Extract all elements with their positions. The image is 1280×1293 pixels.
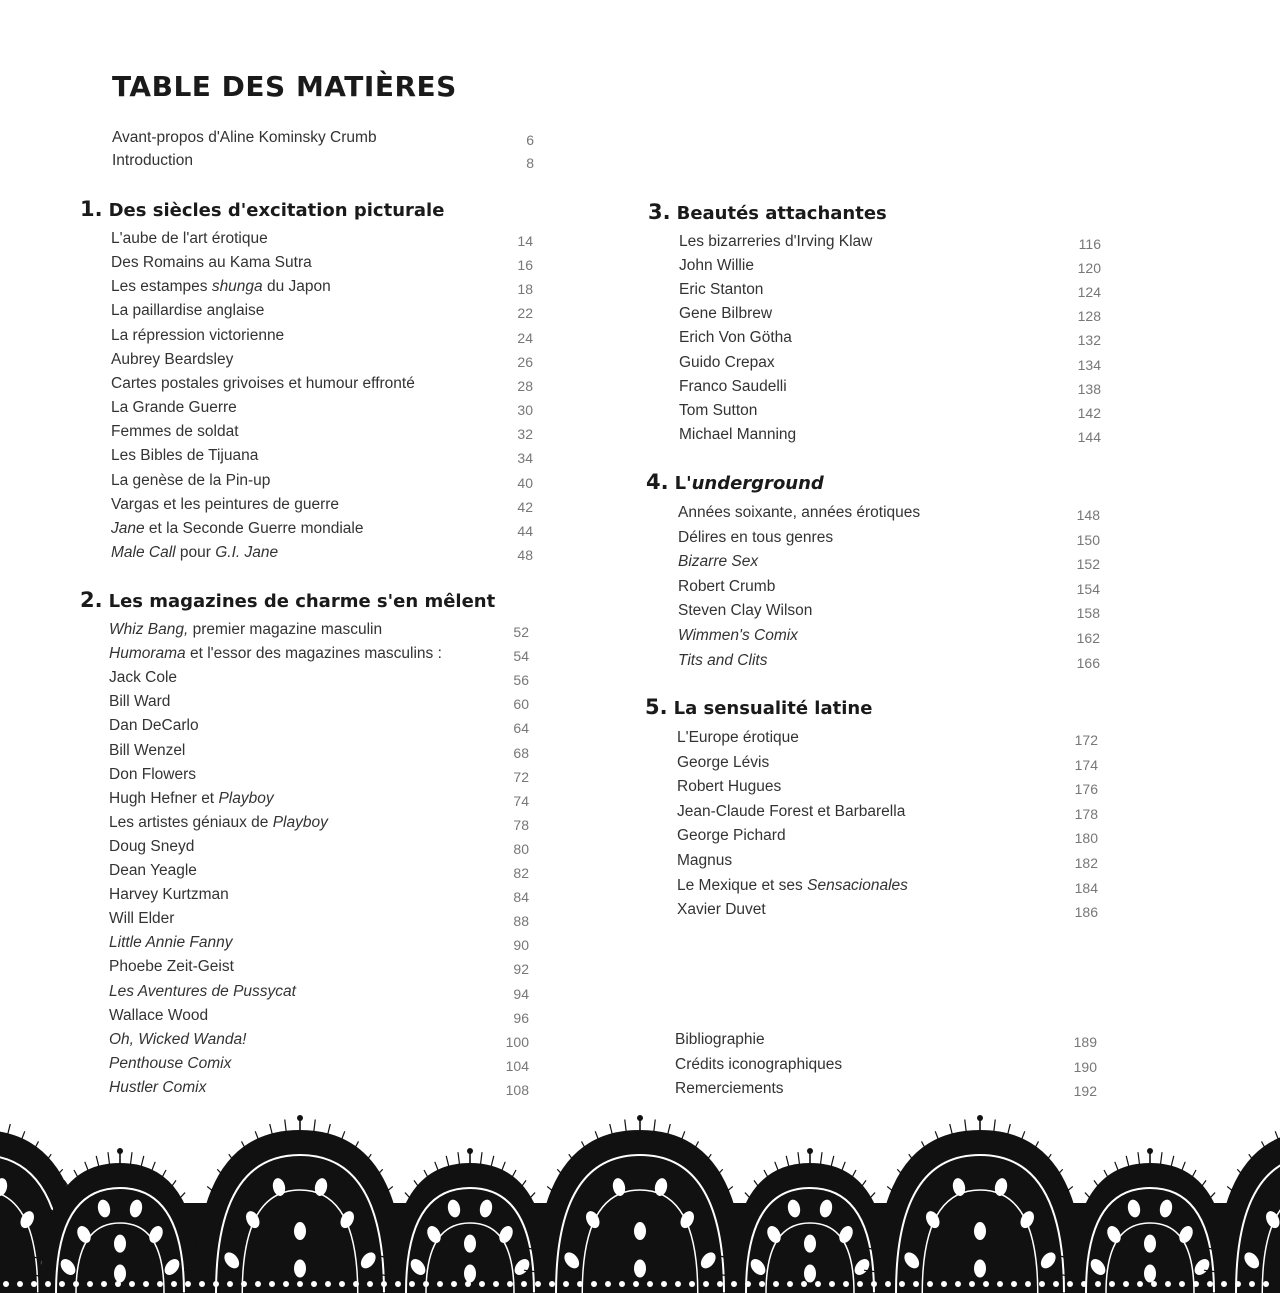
page-number: 68 <box>513 744 529 761</box>
toc-entry[interactable] <box>111 420 533 444</box>
section-number: 3. <box>648 200 671 224</box>
entry-title <box>679 254 754 278</box>
page-number: 128 <box>1077 308 1101 325</box>
entry-title <box>679 326 792 350</box>
section-title: Des siècles d'excitation picturale <box>108 200 445 221</box>
entry-title-text: Doug Sneyd <box>109 837 195 855</box>
entry-title <box>109 1052 231 1076</box>
section-number: 2. <box>80 588 103 612</box>
page-number: 82 <box>513 865 529 881</box>
toc-entry[interactable] <box>111 372 533 396</box>
entry-title <box>678 501 920 525</box>
entry-title-text: Les Bibles de Tijuana <box>111 447 259 465</box>
toc-entry[interactable] <box>109 787 529 811</box>
toc-entry[interactable] <box>109 666 529 690</box>
page-number: 189 <box>1073 1034 1097 1050</box>
page-number: 22 <box>517 305 533 322</box>
toc-entry[interactable] <box>109 1004 529 1028</box>
page-number: 92 <box>513 961 529 978</box>
entry-title-italic: Playboy <box>272 813 328 831</box>
entry-title <box>679 302 772 326</box>
section-number: 4. <box>646 470 669 494</box>
entry-title <box>111 275 331 299</box>
entry-title <box>111 444 258 468</box>
entry-title-italic: Penthouse Comix <box>109 1054 232 1072</box>
entry-title <box>109 666 177 690</box>
entry-title <box>677 849 732 873</box>
toc-entry[interactable] <box>679 399 1101 423</box>
entry-title-text: Femmes de soldat <box>111 423 239 441</box>
entry-title-text: Jack Cole <box>109 669 178 687</box>
toc-entry[interactable] <box>109 883 529 907</box>
entry-title <box>109 739 185 763</box>
entry-title <box>109 1004 208 1028</box>
entry-title <box>111 372 415 396</box>
page-number: 14 <box>517 233 533 249</box>
entry-title <box>111 299 264 323</box>
section-heading[interactable] <box>645 692 872 722</box>
entry-title <box>109 714 199 738</box>
toc-entry[interactable] <box>109 907 529 931</box>
page-number: 72 <box>513 768 529 785</box>
entry-title-text: George Lévis <box>677 753 770 771</box>
toc-entry[interactable] <box>679 254 1101 278</box>
toc-entry[interactable] <box>678 649 1100 673</box>
toc-entry[interactable] <box>679 326 1101 350</box>
page-number: 182 <box>1074 855 1098 871</box>
section-heading[interactable] <box>80 194 444 224</box>
entry-title: Crédits iconographiques <box>675 1055 843 1073</box>
entry-title-text: Cartes postales grivoises et humour effronté <box>111 374 415 392</box>
back-matter-item[interactable] <box>675 1077 1097 1101</box>
page-title: TABLE DES MATIÈRES <box>112 70 457 103</box>
toc-entry[interactable] <box>679 351 1101 375</box>
page-number: 116 <box>1078 236 1101 252</box>
toc-entry[interactable] <box>111 299 533 323</box>
page-number: 88 <box>513 913 529 930</box>
entry-title-text: Magnus <box>677 852 733 869</box>
entry-title-text: Steven Clay Wilson <box>678 602 813 620</box>
toc-entry[interactable] <box>109 811 529 835</box>
front-matter-item[interactable] <box>112 126 534 150</box>
entry-title <box>111 541 278 565</box>
entry-title <box>679 399 757 423</box>
entry-title <box>109 1028 246 1052</box>
entry-title-text: Franco Saudelli <box>679 377 787 395</box>
entry-title-text: et la Seconde Guerre mondiale <box>144 519 364 537</box>
page-number: 150 <box>1076 531 1100 548</box>
entry-title-text: Les bizarreries d'Irving Klaw <box>679 233 873 250</box>
page-number: 166 <box>1076 654 1100 671</box>
back-matter-item[interactable] <box>675 1053 1097 1077</box>
page-number: 94 <box>513 985 529 1002</box>
toc-entry[interactable] <box>111 324 533 348</box>
toc-entry[interactable] <box>109 618 529 642</box>
toc-entry[interactable] <box>109 835 529 859</box>
page-number: 42 <box>517 498 533 515</box>
page-number: 80 <box>513 840 529 857</box>
section-title: Les magazines de charme s'en mêlent <box>108 591 496 612</box>
entry-title <box>678 599 812 623</box>
page-number: 144 <box>1077 428 1101 445</box>
entry-title-italic: G.I. Jane <box>215 543 279 561</box>
entry-title-text: Will Elder <box>109 910 175 928</box>
entry-title <box>109 955 234 979</box>
entry-title-text: Les estampes <box>111 278 212 296</box>
page-number: 52 <box>513 624 529 640</box>
page-number: 28 <box>517 377 533 394</box>
entry-title <box>677 751 769 775</box>
toc-entry[interactable] <box>679 423 1101 447</box>
entry-title: Introduction <box>112 152 193 169</box>
entry-title-text: Le Mexique et ses <box>677 876 808 894</box>
toc-entry[interactable] <box>679 278 1101 302</box>
toc-entry[interactable] <box>679 230 1101 254</box>
entry-title-text: Harvey Kurtzman <box>109 886 229 904</box>
entry-title <box>111 251 312 275</box>
page-number: 6 <box>526 132 534 148</box>
section-title: La sensualité latine <box>673 698 873 719</box>
page-number: 124 <box>1077 284 1101 301</box>
entry-title <box>677 775 781 799</box>
entry-title <box>679 278 763 302</box>
toc-entry[interactable] <box>677 898 1098 922</box>
entry-title-text: Des Romains au Kama Sutra <box>111 254 312 272</box>
toc-entry[interactable] <box>109 1076 529 1100</box>
page-number: 90 <box>513 937 529 954</box>
entry-title-italic: Wimmen's Comix <box>678 627 798 644</box>
back-matter-item[interactable] <box>675 1028 1097 1052</box>
page-number: 172 <box>1074 732 1098 748</box>
page-number: 54 <box>513 648 529 665</box>
entry-title-italic: Tits and Clits <box>678 651 768 669</box>
toc-entry[interactable] <box>111 444 533 468</box>
entry-title-text: Années soixante, années érotiques <box>678 504 921 521</box>
toc-entry[interactable] <box>109 1028 529 1052</box>
entry-title-text: Guido Crepax <box>679 353 775 371</box>
entry-title <box>109 859 197 883</box>
toc-entry[interactable] <box>677 800 1098 824</box>
entry-title-italic: Hustler Comix <box>109 1078 207 1096</box>
entry-title-text: Bill Ward <box>109 693 171 711</box>
entry-title-italic: Oh, Wicked Wanda! <box>109 1030 247 1048</box>
toc-entry[interactable] <box>677 849 1098 873</box>
page-number: 100 <box>505 1033 529 1050</box>
page-number: 176 <box>1074 781 1098 798</box>
entry-title <box>109 690 170 714</box>
toc-entry[interactable] <box>111 396 533 420</box>
entry-title <box>109 642 442 666</box>
entry-title-text: L'Europe érotique <box>677 729 799 746</box>
toc-entry[interactable] <box>109 763 529 787</box>
entry-title <box>111 227 268 251</box>
entry-title-italic: Humorama <box>109 645 186 663</box>
entry-title <box>677 898 766 922</box>
entry-title <box>111 493 339 517</box>
entry-title <box>111 420 239 444</box>
entry-title-text: Délires en tous genres <box>678 528 834 546</box>
entry-title-text: du Japon <box>262 278 331 296</box>
entry-title-text: Phoebe Zeit-Geist <box>109 958 234 976</box>
entry-title: Avant-propos d'Aline Kominsky Crumb <box>112 129 377 146</box>
page-number: 148 <box>1076 507 1100 523</box>
entry-title <box>677 726 799 750</box>
toc-entry[interactable] <box>678 624 1100 648</box>
page-number: 64 <box>513 720 529 737</box>
page-number: 192 <box>1073 1083 1097 1099</box>
toc-entry[interactable] <box>109 1052 529 1076</box>
entry-title <box>678 575 775 599</box>
section-number: 1. <box>80 197 103 221</box>
entry-title <box>109 931 233 955</box>
entry-title-text: La paillardise anglaise <box>111 302 265 320</box>
toc-entry[interactable] <box>677 751 1098 775</box>
entry-title-italic: Les Aventures de Pussycat <box>109 982 296 1000</box>
toc-entry[interactable] <box>111 517 533 541</box>
page-number: 158 <box>1076 605 1100 622</box>
page-number: 48 <box>517 546 533 563</box>
toc-entry[interactable] <box>678 599 1100 623</box>
page-number: 16 <box>517 257 533 274</box>
toc-entry[interactable] <box>677 775 1098 799</box>
toc-entry[interactable] <box>111 251 533 275</box>
entry-title-italic: Playboy <box>218 789 274 807</box>
entry-title-text: Robert Hugues <box>677 778 782 796</box>
page-number: 18 <box>517 281 533 298</box>
entry-title-text: Aubrey Beardsley <box>111 350 234 368</box>
section-title-italic: underground <box>691 473 824 494</box>
entry-title <box>679 423 796 447</box>
page-number: 30 <box>517 402 533 419</box>
toc-entry[interactable] <box>111 469 533 493</box>
entry-title <box>109 618 382 642</box>
entry-title <box>678 624 798 648</box>
entry-title <box>111 517 363 541</box>
page-number: 34 <box>517 450 533 467</box>
page-number: 178 <box>1074 805 1098 822</box>
page-number: 40 <box>517 474 533 491</box>
page-number: 162 <box>1076 630 1100 646</box>
entry-title-italic: Male Call <box>111 543 176 561</box>
page-number: 138 <box>1077 380 1101 397</box>
entry-title-text: La Grande Guerre <box>111 399 237 417</box>
entry-title-text: premier magazine masculin <box>188 621 383 638</box>
page-number: 60 <box>513 696 529 713</box>
entry-title <box>679 351 775 375</box>
page-number: 56 <box>513 672 529 689</box>
page-number: 26 <box>517 353 533 370</box>
entry-title-text: Vargas et les peintures de guerre <box>111 495 340 513</box>
toc-entry[interactable] <box>679 375 1101 399</box>
entry-title-text: Dean Yeagle <box>109 862 197 879</box>
toc-entry[interactable] <box>109 980 529 1004</box>
entry-title-text: Jean-Claude Forest et Barbarella <box>677 802 906 820</box>
entry-title-text: Dan DeCarlo <box>109 717 199 735</box>
page-number: 190 <box>1073 1058 1097 1075</box>
entry-title-italic: Little Annie Fanny <box>109 934 233 952</box>
toc-entry[interactable] <box>678 550 1100 574</box>
entry-title-text: Les artistes géniaux de <box>109 813 273 831</box>
entry-title-italic: Bizarre Sex <box>678 553 759 571</box>
toc-entry[interactable] <box>677 874 1098 898</box>
page-number: 134 <box>1077 356 1101 373</box>
page-number: 84 <box>513 889 529 906</box>
toc-entry[interactable] <box>111 541 533 565</box>
entry-title-text: Eric Stanton <box>679 281 764 299</box>
entry-title <box>678 526 833 550</box>
page-number: 78 <box>513 816 529 833</box>
page-number: 184 <box>1074 879 1098 896</box>
entry-title <box>678 649 767 673</box>
entry-title-text: Gene Bilbrew <box>679 305 773 323</box>
toc-entry[interactable] <box>111 348 533 372</box>
toc-entry[interactable] <box>109 931 529 955</box>
entry-title-text: pour <box>175 543 216 561</box>
toc-entry[interactable] <box>111 493 533 517</box>
page-number: 32 <box>517 426 533 443</box>
page-number: 44 <box>517 522 533 539</box>
entry-title-italic: Sensacionales <box>807 876 908 894</box>
page-number: 154 <box>1076 580 1100 597</box>
front-matter-item[interactable] <box>112 149 534 173</box>
toc-entry[interactable] <box>111 227 533 251</box>
entry-title-text: Tom Sutton <box>679 401 758 419</box>
entry-title <box>678 550 758 574</box>
entry-title <box>679 230 872 254</box>
toc-entry[interactable] <box>109 859 529 883</box>
section-heading[interactable] <box>646 467 824 497</box>
section-heading[interactable] <box>648 197 887 227</box>
entry-title-text: La genèse de la Pin-up <box>111 471 271 489</box>
entry-title-text: Robert Crumb <box>678 577 776 595</box>
toc-entry[interactable] <box>109 642 529 666</box>
page-number: 24 <box>517 329 533 346</box>
toc-entry[interactable] <box>111 275 533 299</box>
page-number: 174 <box>1074 756 1098 773</box>
lace-border-decoration <box>0 1108 1280 1293</box>
page-number: 74 <box>513 792 529 809</box>
entry-title-text: Don Flowers <box>109 765 196 783</box>
entry-title-text: et l'essor des magazines masculins : <box>185 645 442 663</box>
entry-title <box>109 835 194 859</box>
entry-title <box>111 396 237 420</box>
entry-title-text: Hugh Hefner et <box>109 789 219 807</box>
toc-entry[interactable] <box>679 302 1101 326</box>
entry-title-text: L'aube de l'art érotique <box>111 230 268 247</box>
entry-title-text: Xavier Duvet <box>677 901 766 919</box>
page-number: 108 <box>505 1081 529 1098</box>
entry-title <box>111 469 270 493</box>
entry-title <box>679 375 787 399</box>
entry-title-italic: Whiz Bang, <box>109 621 189 638</box>
entry-title-italic: Jane <box>111 519 145 537</box>
page-number: 96 <box>513 1009 529 1026</box>
entry-title-text: Michael Manning <box>679 425 797 443</box>
page-number: 186 <box>1074 904 1098 921</box>
entry-title-text: Bill Wenzel <box>109 741 186 759</box>
entry-title <box>111 348 233 372</box>
entry-title <box>109 980 296 1004</box>
toc-entry[interactable] <box>678 575 1100 599</box>
toc-entry[interactable] <box>109 690 529 714</box>
page-number: 142 <box>1077 404 1101 421</box>
entry-title <box>109 883 229 907</box>
entry-title-text: George Pichard <box>677 827 786 845</box>
section-number: 5. <box>645 695 668 719</box>
entry-title <box>109 787 274 811</box>
entry-title: Bibliographie <box>675 1031 765 1048</box>
page-number: 132 <box>1077 332 1101 349</box>
entry-title <box>109 1076 206 1100</box>
entry-title-text: Wallace Wood <box>109 1006 209 1024</box>
toc-entry[interactable] <box>678 526 1100 550</box>
section-title: Beautés attachantes <box>676 203 887 224</box>
entry-title <box>109 811 328 835</box>
entry-title <box>111 324 284 348</box>
entry-title-italic: shunga <box>211 278 263 296</box>
toc-entry[interactable] <box>109 739 529 763</box>
toc-entry[interactable] <box>109 714 529 738</box>
section-heading[interactable] <box>80 585 495 615</box>
toc-entry[interactable] <box>109 955 529 979</box>
page-number: 152 <box>1076 556 1100 573</box>
toc-entry[interactable] <box>678 501 1100 525</box>
section-title: L' <box>674 473 692 494</box>
entry-title <box>109 907 174 931</box>
entry-title-text: John Willie <box>679 257 754 275</box>
entry-title <box>677 800 905 824</box>
entry-title <box>677 824 786 848</box>
entry-title <box>109 763 196 787</box>
toc-entry[interactable] <box>677 824 1098 848</box>
entry-title <box>677 874 908 898</box>
page-number: 8 <box>526 155 534 171</box>
entry-title: Remerciements <box>675 1080 784 1097</box>
page-number: 180 <box>1074 830 1098 847</box>
entry-title-text: La répression victorienne <box>111 326 285 344</box>
toc-entry[interactable] <box>677 726 1098 750</box>
page-number: 104 <box>505 1057 529 1074</box>
page-number: 120 <box>1077 260 1101 277</box>
entry-title-text: Erich Von Götha <box>679 329 792 347</box>
